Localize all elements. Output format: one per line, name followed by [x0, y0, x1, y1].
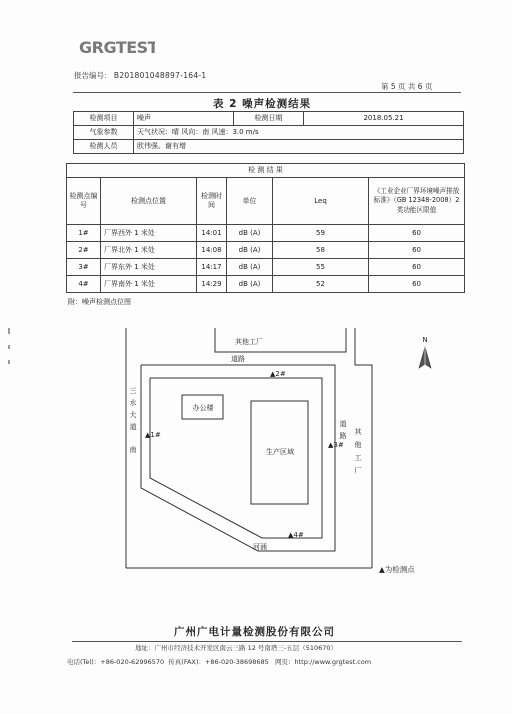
- right-factory-char: 厂: [354, 467, 362, 475]
- left-road-char: 三: [129, 387, 137, 395]
- cell-leq: 52: [273, 276, 369, 293]
- cell-time: 14:17: [197, 259, 227, 276]
- cell-location: 厂界南外 1 米处: [101, 276, 197, 293]
- col-header-no: 检测点编号: [67, 178, 101, 225]
- cell-location: 厂界西外 1 米处: [101, 225, 197, 242]
- north-label: N: [422, 336, 428, 344]
- staff-value: 欧伟强、谢有增: [134, 140, 464, 154]
- right-road-char: 道: [339, 420, 347, 428]
- col-header-time: 检测时间: [197, 178, 227, 225]
- weather-label: 气象参数: [74, 126, 134, 140]
- right-factory-label: [355, 427, 363, 475]
- right-road-char: 路: [339, 432, 347, 440]
- col-header-location: 检测点位置: [101, 178, 197, 225]
- legend-text: ▲为检测点: [379, 565, 415, 574]
- left-road-char: 道: [129, 423, 137, 431]
- office-label: 办公楼: [192, 404, 214, 412]
- left-road-char: 南: [129, 446, 137, 454]
- cell-time: 14:01: [197, 225, 227, 242]
- footer-rule: [72, 641, 462, 642]
- staff-label: 检测人员: [74, 140, 134, 154]
- scan-mark: [8, 328, 10, 334]
- site-road-outer: [141, 365, 335, 551]
- cell-location: 厂界北外 1 米处: [101, 242, 197, 259]
- site-boundary: [150, 378, 322, 538]
- logo-text: GRGTEST: [79, 38, 155, 57]
- north-arrow-icon: [419, 336, 431, 368]
- river-label: 河涌: [253, 543, 267, 551]
- col-header-leq: Leq: [273, 178, 369, 225]
- top-factory-label: 其他工厂: [235, 338, 263, 346]
- cell-time: 14:29: [197, 276, 227, 293]
- cell-leq: 59: [273, 225, 369, 242]
- left-road-char: 水: [129, 399, 137, 407]
- cell-no: 1#: [67, 225, 101, 242]
- left-road-char: 大: [129, 411, 137, 419]
- cell-no: 3#: [67, 259, 101, 276]
- point-1-marker: ▲1#: [145, 431, 161, 439]
- item-label: 检测项目: [74, 112, 134, 126]
- point-2-marker: ▲2#: [270, 370, 286, 378]
- scan-mark: [8, 345, 10, 349]
- footer-web: 网页：http://www.grgtest.com: [275, 658, 372, 666]
- table-title: 表 2 噪声检测结果: [213, 98, 312, 110]
- date-value: 2018.05.21: [304, 112, 464, 126]
- cell-unit: dB (A): [227, 225, 273, 242]
- page-info: 第 5 页 共 6 页: [381, 82, 433, 91]
- cell-time: 14:08: [197, 242, 227, 259]
- footer-address: 地址：广州市经济技术开发区南云三路 12 号南塔三-五层（510670）: [135, 644, 338, 652]
- cell-unit: dB (A): [227, 276, 273, 293]
- cell-unit: dB (A): [227, 242, 273, 259]
- cell-leq: 55: [273, 259, 369, 276]
- right-factory-char: 其: [354, 428, 362, 436]
- cell-location: 厂界东外 1 米处: [101, 259, 197, 276]
- cell-limit: 60: [369, 242, 465, 259]
- right-road-label: [340, 419, 347, 440]
- cell-leq: 58: [273, 242, 369, 259]
- cell-no: 2#: [67, 242, 101, 259]
- right-factory-char: 他: [354, 441, 362, 449]
- report-number-value: B201801048897-164-1: [113, 71, 207, 80]
- results-section-title: 检 测 结 果: [67, 164, 465, 178]
- cell-limit: 60: [369, 276, 465, 293]
- footer-tel: 电话(Tel)：+86-020-62996570: [67, 658, 165, 666]
- footer-fax: 传真(FAX)：+86-020-38698685: [168, 658, 269, 666]
- footer-contact: [67, 657, 371, 666]
- col-header-unit: 单位: [227, 178, 273, 225]
- item-value: 噪声: [134, 112, 234, 126]
- left-road-label: [130, 387, 137, 454]
- cell-unit: dB (A): [227, 259, 273, 276]
- cell-limit: 60: [369, 225, 465, 242]
- col-header-standard: 《工业企业厂界环境噪声排放标准》（GB 12348-2008）2 类功能区限值: [369, 178, 465, 225]
- cell-no: 4#: [67, 276, 101, 293]
- weather-value: 天气状况：晴 风向：南 风速：3.0 m/s: [134, 126, 464, 140]
- scan-mark: [8, 360, 10, 364]
- date-label: 检测日期: [234, 112, 304, 126]
- production-label: 生产区域: [266, 448, 294, 456]
- point-3-marker: ▲3#: [328, 441, 344, 449]
- report-number-label: 报告编号：: [74, 71, 112, 80]
- diagram-note: 附：噪声检测点位图: [68, 298, 131, 306]
- right-factory-char: 工: [354, 454, 362, 462]
- top-road-label: 道路: [231, 355, 245, 363]
- cell-limit: 60: [369, 259, 465, 276]
- point-4-marker: ▲4#: [288, 531, 304, 539]
- footer-company: 广州广电计量检测股份有限公司: [174, 626, 335, 638]
